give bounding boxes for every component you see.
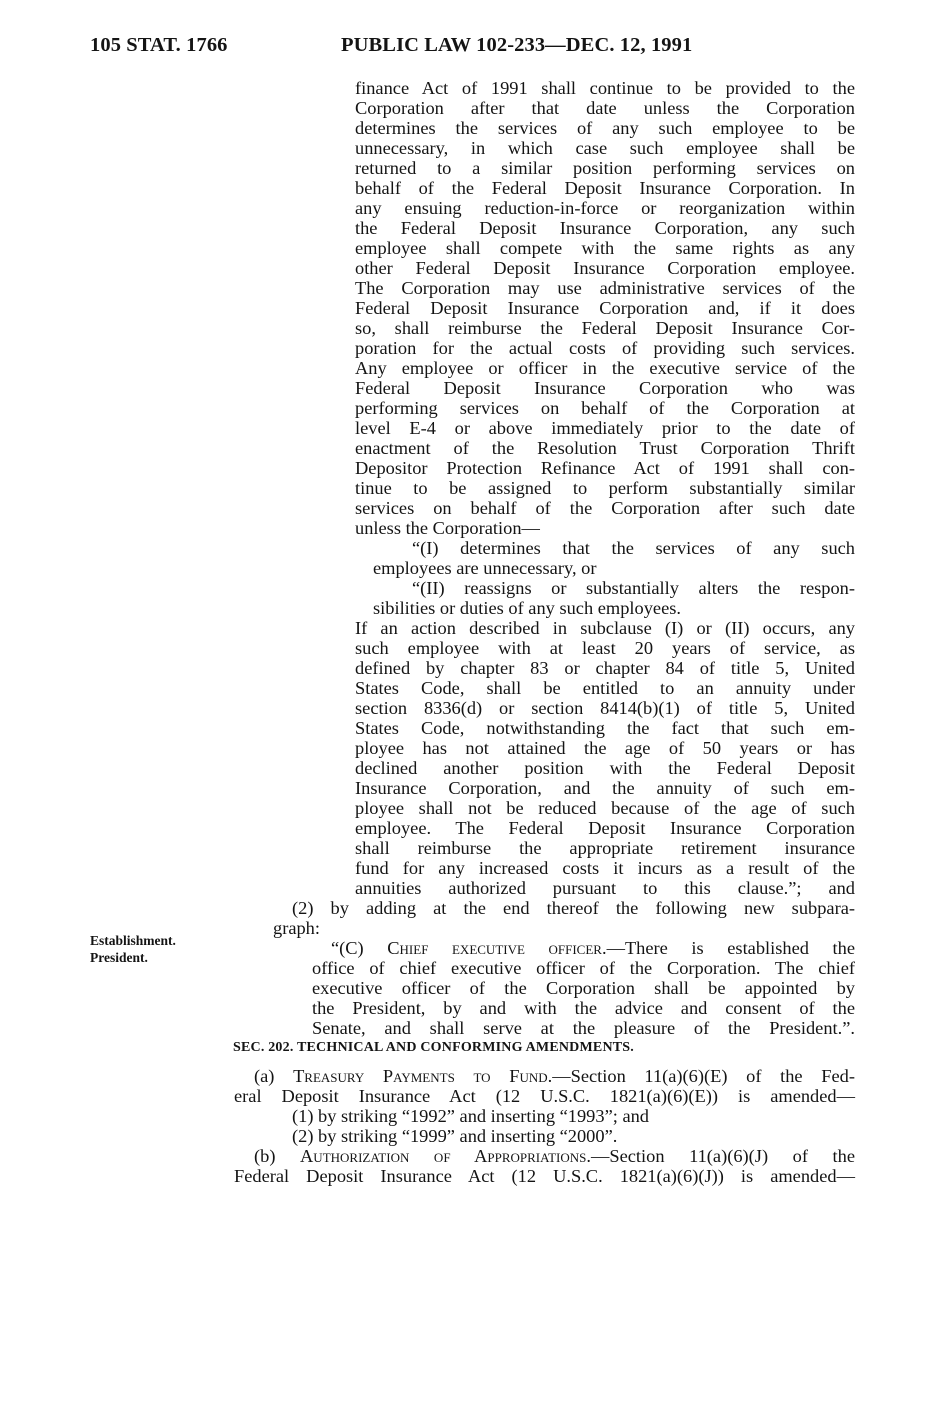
text-line: graph: [273, 918, 320, 938]
text-line: States Code, notwithstanding the fact that such em- [355, 718, 855, 738]
subsection-a-text: —Section 11(a)(6)(E) of the Fed- [552, 1066, 855, 1086]
text-line: section 8336(d) or section 8414(b)(1) of title 5, United [355, 698, 855, 718]
text-line: returned to a similar position performing services on [355, 158, 855, 178]
subclause-i: “(I) determines that the services of any such [412, 538, 855, 558]
text-line: so, shall reimburse the Federal Deposit Insurance Cor- [355, 318, 855, 338]
text-line: finance Act of 1991 shall continue to be provided to the [355, 78, 855, 98]
text-line: Any employee or officer in the executive service of the [355, 358, 855, 378]
subparagraph-c-title: Chief executive officer. [387, 938, 607, 958]
subsection-b-title: Authorization of Appropriations. [300, 1146, 591, 1166]
text-line: employee. The Federal Deposit Insurance Corporation [355, 818, 855, 838]
text-line: the President, by and with the advice and consent of the [312, 998, 855, 1018]
text-line: unnecessary, in which case such employee shall be [355, 138, 855, 158]
text-line: ployee shall not be reduced because of the age of such [355, 798, 855, 818]
text-line: Corporation after that date unless the Corporation [355, 98, 855, 118]
text-line: Insurance Corporation, and the annuity of such em- [355, 778, 855, 798]
text-line: level E-4 or above immediately prior to the date of [355, 418, 855, 438]
margin-note-president: President. [90, 950, 148, 965]
text-line: determines the services of any such employee to be [355, 118, 855, 138]
text-line: employee shall compete with the same rights as any [355, 238, 855, 258]
text-line: defined by chapter 83 or chapter 84 of title 5, United [355, 658, 855, 678]
subparagraph-c-heading [331, 938, 855, 958]
text-line: The Corporation may use administrative services of the [355, 278, 855, 298]
text-line: Federal Deposit Insurance Act (12 U.S.C. 1821(a)(6)(J)) is amended— [234, 1166, 855, 1186]
subsection-b-text: —Section 11(a)(6)(J) of the [590, 1146, 855, 1166]
text-line: Depositor Protection Refinance Act of 1991 shall con- [355, 458, 855, 478]
text-line: services on behalf of the Corporation after such date [355, 498, 855, 518]
text-line: such employee with at least 20 years of service, as [355, 638, 855, 658]
text-line: eral Deposit Insurance Act (12 U.S.C. 1821(a)(6)(E)) is amended— [234, 1086, 855, 1106]
subsection-b-heading [254, 1146, 855, 1166]
text-line: enactment of the Resolution Trust Corporation Thrift [355, 438, 855, 458]
text-line: Senate, and shall serve at the pleasure of the President.”. [312, 1018, 855, 1038]
text-line: other Federal Deposit Insurance Corporation employee. [355, 258, 855, 278]
subparagraph-c-prefix: “(C) [331, 938, 388, 958]
text-line: sibilities or duties of any such employees. [373, 598, 681, 618]
text-line: annuities authorized pursuant to this clause.”; and [355, 878, 855, 898]
text-line: (2) by striking “1999” and inserting “2000”. [292, 1126, 618, 1146]
statute-page-number: 105 STAT. 1766 [90, 34, 228, 56]
text-line: Federal Deposit Insurance Corporation who was [355, 378, 855, 398]
section-heading: SEC. 202. TECHNICAL AND CONFORMING AMENDMENTS. [233, 1040, 634, 1055]
text-line: employees are unnecessary, or [373, 558, 597, 578]
text-line: unless the Corporation— [355, 518, 540, 538]
subclause-ii: “(II) reassigns or substantially alters the respon- [412, 578, 855, 598]
paragraph-2: (2) by adding at the end thereof the following new subpara- [292, 898, 855, 918]
margin-note-establishment: Establishment. [90, 933, 176, 948]
text-line: (1) by striking “1992” and inserting “1993”; and [292, 1106, 650, 1126]
page-title: PUBLIC LAW 102-233—DEC. 12, 1991 [341, 34, 693, 56]
text-line: behalf of the Federal Deposit Insurance Corporation. In [355, 178, 855, 198]
text-line: If an action described in subclause (I) or (II) occurs, any [355, 618, 855, 638]
text-line: performing services on behalf of the Corporation at [355, 398, 855, 418]
text-line: the Federal Deposit Insurance Corporation, any such [355, 218, 855, 238]
text-line: Federal Deposit Insurance Corporation and, if it does [355, 298, 855, 318]
subsection-a-title: Treasury Payments to Fund. [293, 1066, 553, 1086]
subparagraph-c-text: —There is established the [606, 938, 856, 958]
subsection-b-prefix: (b) [254, 1146, 301, 1166]
text-line: States Code, shall be entitled to an annuity under [355, 678, 855, 698]
text-line: any ensuing reduction-in-force or reorganization within [355, 198, 855, 218]
subsection-a-prefix: (a) [254, 1066, 294, 1086]
text-line: shall reimburse the appropriate retirement insurance [355, 838, 855, 858]
text-line: fund for any increased costs it incurs as a result of the [355, 858, 855, 878]
text-line: declined another position with the Federal Deposit [355, 758, 855, 778]
text-line: executive officer of the Corporation shall be appointed by [312, 978, 855, 998]
text-line: tinue to be assigned to perform substantially similar [355, 478, 855, 498]
subsection-a-heading [254, 1066, 855, 1086]
text-line: poration for the actual costs of providing such services. [355, 338, 855, 358]
text-line: ployee has not attained the age of 50 years or has [355, 738, 855, 758]
text-line: office of chief executive officer of the Corporation. The chief [312, 958, 855, 978]
